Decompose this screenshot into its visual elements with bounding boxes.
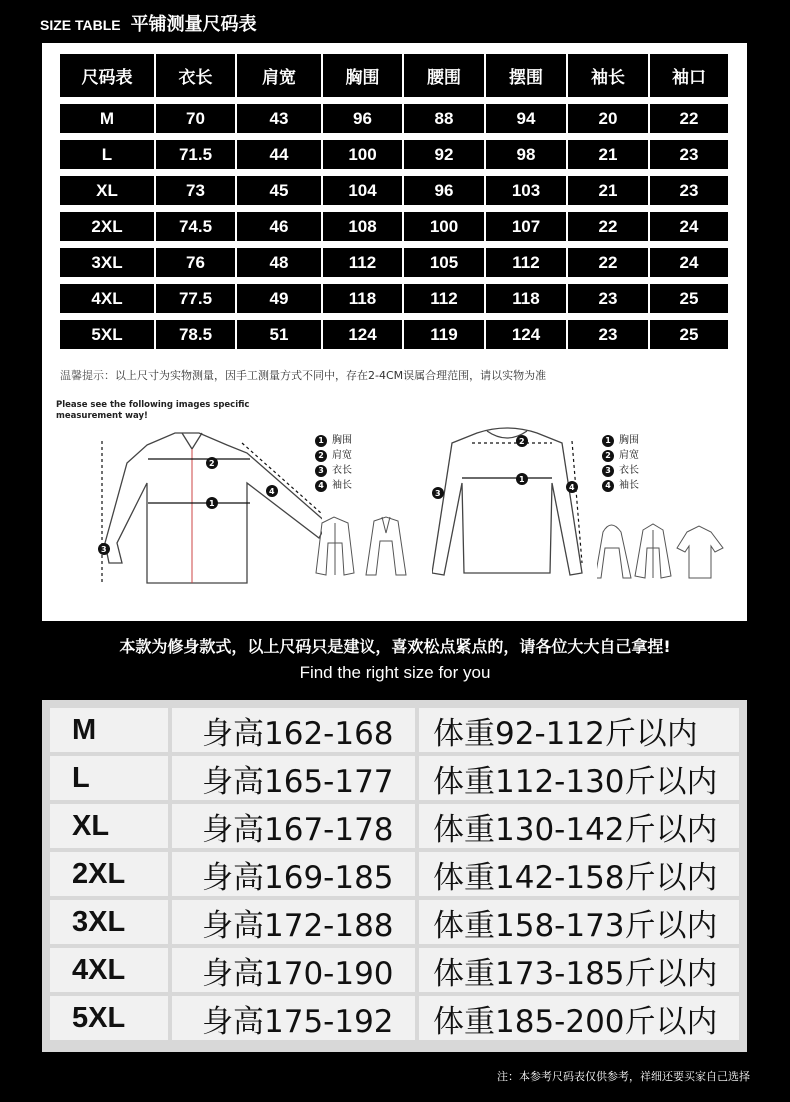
table-row: [60, 176, 730, 205]
svg-text:3: 3: [435, 489, 441, 498]
table-cell: 44: [237, 140, 321, 169]
rec-size: 4XL: [50, 948, 168, 992]
rec-weight: 体重142-158斤以内: [419, 852, 739, 896]
table-cell: 48: [237, 248, 321, 277]
table-cell: 49: [237, 284, 321, 313]
tip-label: 温馨提示：: [60, 369, 115, 382]
svg-text:4: 4: [269, 487, 275, 496]
table-cell: 119: [404, 320, 484, 349]
legend-label: 胸围: [619, 435, 639, 446]
table-cell: 100: [404, 212, 484, 241]
measure-note-line: measurement way!: [56, 411, 148, 421]
fit-note: 本款为修身款式，以上尺码只是建议，喜欢松点紧点的，请各位大大自己拿捏!: [119, 637, 671, 656]
table-cell: 71.5: [156, 140, 235, 169]
rec-weight: 体重158-173斤以内: [419, 900, 739, 944]
table-cell: 118: [486, 284, 566, 313]
table-cell: 73: [156, 176, 235, 205]
table-cell: 100: [323, 140, 402, 169]
table-cell: 3XL: [60, 248, 154, 277]
table-cell: 20: [568, 104, 648, 133]
rec-weight: 体重185-200斤以内: [419, 996, 739, 1040]
rec-height: 身高175-192: [172, 996, 415, 1040]
table-row: [60, 104, 730, 133]
table-cell: 24: [650, 212, 728, 241]
legend-number: 3: [602, 465, 614, 477]
legend-number: 1: [315, 435, 327, 447]
table-cell: 104: [323, 176, 402, 205]
legend-label: 肩宽: [332, 450, 352, 461]
table-cell: 98: [486, 140, 566, 169]
legend-item: [315, 448, 352, 463]
table-cell: 46: [237, 212, 321, 241]
svg-text:2: 2: [209, 459, 215, 468]
sweater-illustrations: [597, 518, 737, 588]
table-cell: 22: [568, 248, 648, 277]
svg-text:2: 2: [519, 437, 525, 446]
jacket-illustrations: [314, 513, 414, 583]
legend-item: [315, 433, 352, 448]
sweater-measurement-diagram: [432, 423, 612, 583]
table-cell: 70: [156, 104, 235, 133]
header-cell: 肩宽: [237, 54, 321, 97]
measure-note: [56, 400, 256, 422]
header-cell: 腰围: [404, 54, 484, 97]
legend-item: [315, 463, 352, 478]
table-cell: 77.5: [156, 284, 235, 313]
table-cell: 107: [486, 212, 566, 241]
legend-number: 1: [602, 435, 614, 447]
find-size-heading: Find the right size for you: [299, 663, 491, 682]
legend-label: 袖长: [619, 480, 639, 491]
rec-height: 身高172-188: [172, 900, 415, 944]
svg-text:1: 1: [209, 499, 215, 508]
table-cell: 22: [650, 104, 728, 133]
table-cell: 23: [650, 176, 728, 205]
shirt-measurement-diagram: [92, 423, 322, 593]
rec-size: 5XL: [50, 996, 168, 1040]
rec-size: XL: [50, 804, 168, 848]
rec-height: 身高170-190: [172, 948, 415, 992]
size-chart-panel: [42, 43, 747, 621]
recommendation-row: [50, 756, 740, 800]
recommendation-row: [50, 852, 740, 896]
recommendation-row: [50, 804, 740, 848]
legend-item: [315, 478, 352, 493]
legend-number: 3: [315, 465, 327, 477]
header-cell: 尺码表: [60, 54, 154, 97]
svg-text:4: 4: [569, 483, 575, 492]
rec-weight: 体重112-130斤以内: [419, 756, 739, 800]
rec-weight: 体重173-185斤以内: [419, 948, 739, 992]
rec-size: 2XL: [50, 852, 168, 896]
size-table: [60, 54, 730, 356]
legend-item: [602, 433, 639, 448]
table-cell: 96: [404, 176, 484, 205]
svg-text:3: 3: [101, 545, 107, 554]
rec-size: L: [50, 756, 168, 800]
table-row: [60, 320, 730, 349]
svg-text:1: 1: [519, 475, 525, 484]
table-cell: 92: [404, 140, 484, 169]
table-cell: 88: [404, 104, 484, 133]
rec-size: 3XL: [50, 900, 168, 944]
rec-weight: 体重130-142斤以内: [419, 804, 739, 848]
measurement-tip: [60, 367, 546, 383]
table-cell: 2XL: [60, 212, 154, 241]
header-title-cn: 平铺测量尺码表: [130, 14, 257, 35]
legend-label: 肩宽: [619, 450, 639, 461]
table-cell: 25: [650, 284, 728, 313]
legend-label: 胸围: [332, 435, 352, 446]
table-cell: 24: [650, 248, 728, 277]
table-cell: 112: [404, 284, 484, 313]
legend-label: 衣长: [619, 465, 639, 476]
table-cell: 45: [237, 176, 321, 205]
table-cell: 21: [568, 140, 648, 169]
table-cell: 124: [323, 320, 402, 349]
measure-note-line: Please see the following images specific: [56, 400, 250, 410]
recommendation-row: [50, 996, 740, 1040]
table-cell: 103: [486, 176, 566, 205]
legend-number: 4: [602, 480, 614, 492]
table-cell: M: [60, 104, 154, 133]
measurement-legend-right: [602, 433, 639, 493]
legend-number: 2: [602, 450, 614, 462]
table-row: [60, 248, 730, 277]
legend-label: 袖长: [332, 480, 352, 491]
table-cell: L: [60, 140, 154, 169]
table-cell: 112: [323, 248, 402, 277]
rec-height: 身高165-177: [172, 756, 415, 800]
table-cell: 4XL: [60, 284, 154, 313]
legend-label: 衣长: [332, 465, 352, 476]
table-cell: 25: [650, 320, 728, 349]
table-cell: 124: [486, 320, 566, 349]
table-cell: 112: [486, 248, 566, 277]
table-cell: 21: [568, 176, 648, 205]
table-cell: 76: [156, 248, 235, 277]
table-row: [60, 212, 730, 241]
legend-item: [602, 448, 639, 463]
table-cell: 22: [568, 212, 648, 241]
measurement-legend-left: [315, 433, 352, 493]
table-cell: 78.5: [156, 320, 235, 349]
table-cell: 5XL: [60, 320, 154, 349]
table-cell: 96: [323, 104, 402, 133]
table-cell: 43: [237, 104, 321, 133]
table-cell: XL: [60, 176, 154, 205]
header-title-en: SIZE TABLE: [40, 17, 121, 33]
table-cell: 74.5: [156, 212, 235, 241]
header-cell: 袖长: [568, 54, 648, 97]
recommendation-row: [50, 708, 740, 752]
rec-weight: 体重92-112斤以内: [419, 708, 739, 752]
header-cell: 袖口: [650, 54, 728, 97]
page-header: [40, 10, 257, 40]
size-table-header: [60, 54, 730, 97]
legend-item: [602, 463, 639, 478]
table-cell: 23: [568, 284, 648, 313]
table-cell: 51: [237, 320, 321, 349]
table-cell: 108: [323, 212, 402, 241]
legend-item: [602, 478, 639, 493]
table-row: [60, 140, 730, 169]
rec-size: M: [50, 708, 168, 752]
header-cell: 摆围: [486, 54, 566, 97]
rec-height: 身高162-168: [172, 708, 415, 752]
table-cell: 23: [650, 140, 728, 169]
rec-height: 身高169-185: [172, 852, 415, 896]
legend-number: 4: [315, 480, 327, 492]
rec-height: 身高167-178: [172, 804, 415, 848]
size-recommendation-panel: [42, 700, 747, 1052]
table-cell: 118: [323, 284, 402, 313]
recommendation-row: [50, 900, 740, 944]
legend-number: 2: [315, 450, 327, 462]
table-cell: 105: [404, 248, 484, 277]
table-row: [60, 284, 730, 313]
footer-note: 注：本参考尺码表仅供参考，祥细还要买家自己选择: [497, 1070, 750, 1083]
header-cell: 胸围: [323, 54, 402, 97]
table-cell: 23: [568, 320, 648, 349]
tip-text: 以上尺寸为实物测量，因手工测量方式不同中，存在2-4CM误属合理范围，请以实物为准: [115, 369, 547, 382]
recommendation-row: [50, 948, 740, 992]
table-cell: 94: [486, 104, 566, 133]
header-cell: 衣长: [156, 54, 235, 97]
